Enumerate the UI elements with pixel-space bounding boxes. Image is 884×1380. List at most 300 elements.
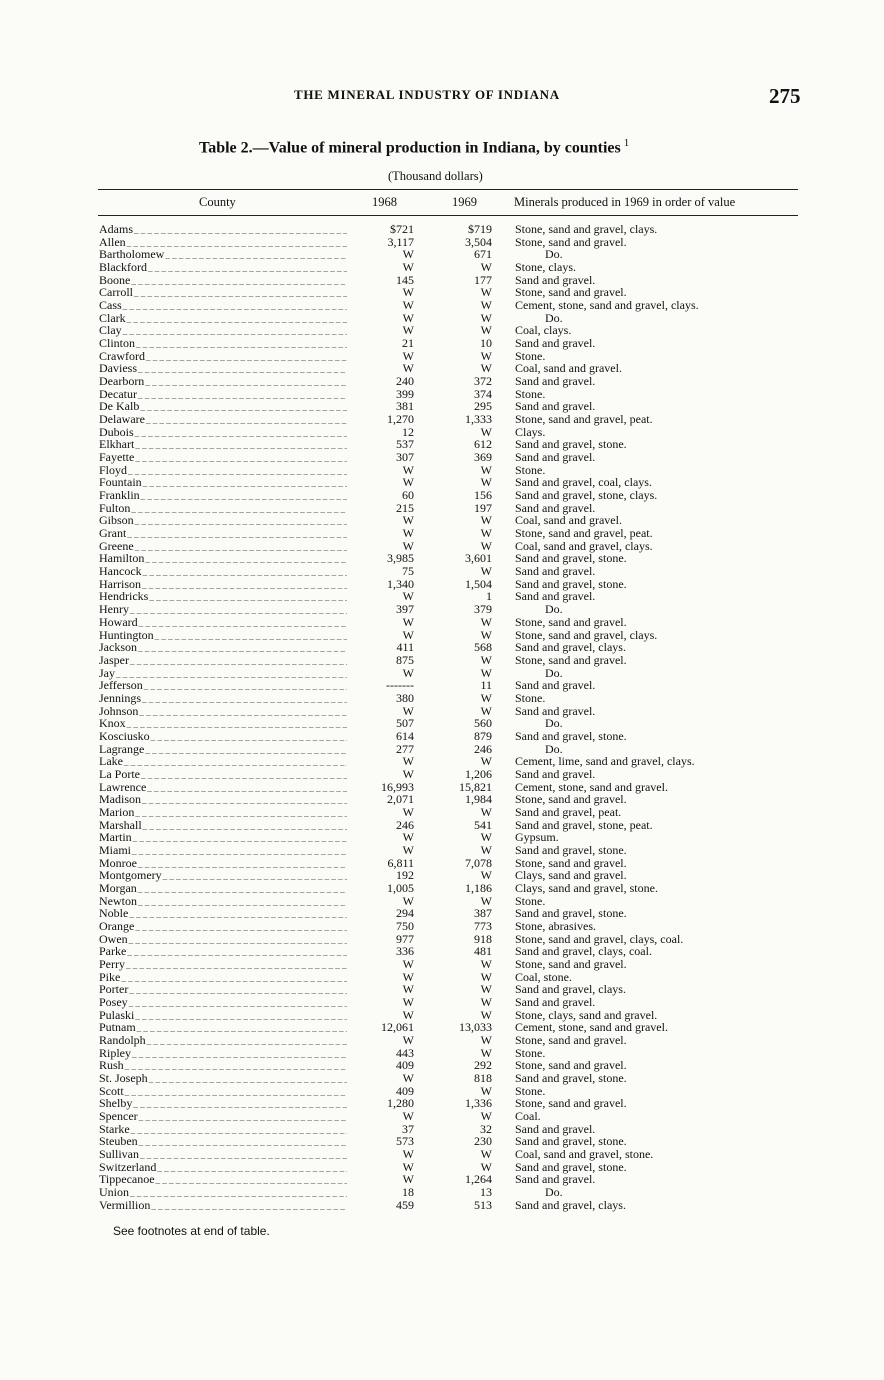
table-row (0, 895, 884, 908)
value-1969-cell: 3,601 (465, 551, 492, 566)
county-cell: Starke _ _ _ (99, 1123, 347, 1137)
county-cell: Newton _ _ _ (99, 895, 347, 909)
value-1968-cell: W (402, 361, 414, 376)
value-1968-cell: 277 (396, 741, 414, 756)
county-cell: La Porte _ _ _ (99, 768, 347, 782)
minerals-cell: Sand and gravel. (515, 450, 596, 465)
county-cell: Johnson _ _ _ (99, 705, 347, 719)
value-1968-cell: W (402, 969, 414, 984)
value-1969-cell: 15,821 (459, 779, 492, 794)
table-row (0, 1148, 884, 1161)
county-cell: Pulaski _ _ _ (99, 1009, 347, 1023)
minerals-cell: Coal. (515, 1109, 541, 1124)
minerals-cell: Sand and gravel. (515, 500, 596, 515)
county-cell: Cass _ _ _ (99, 299, 347, 313)
table-row (0, 1186, 884, 1199)
value-1969-cell: 541 (474, 817, 492, 832)
minerals-cell: Sand and gravel. (515, 374, 596, 389)
table-row (0, 464, 884, 477)
table-row (0, 920, 884, 933)
table-row (0, 400, 884, 413)
table-row (0, 375, 884, 388)
table-top-rule (98, 189, 798, 190)
table-row (0, 603, 884, 616)
county-cell: Hamilton _ _ _ (99, 552, 347, 566)
table-row (0, 1123, 884, 1136)
minerals-cell: Clays, sand and gravel, stone. (515, 880, 658, 895)
minerals-cell: Sand and gravel. (515, 678, 596, 693)
county-cell: Morgan _ _ _ (99, 882, 347, 896)
minerals-cell: Stone, sand and gravel. (515, 855, 627, 870)
minerals-cell: Sand and gravel, stone. (515, 842, 627, 857)
value-1968-cell: 380 (396, 690, 414, 705)
county-cell: Tippecanoe _ _ _ (99, 1173, 347, 1187)
value-1968-cell: 411 (396, 640, 414, 655)
value-1969-cell: W (480, 475, 492, 490)
value-1969-cell: 246 (474, 741, 492, 756)
table-row (0, 743, 884, 756)
county-cell: Henry _ _ _ (99, 603, 347, 617)
county-cell: Sullivan _ _ _ (99, 1148, 347, 1162)
county-cell: Jefferson _ _ _ (99, 679, 347, 693)
minerals-cell: Stone, abrasives. (515, 918, 596, 933)
county-cell: Floyd _ _ _ (99, 464, 347, 478)
county-cell: Kosciusko _ _ _ (99, 730, 347, 744)
minerals-cell: Cement, stone, sand and gravel. (515, 1020, 668, 1035)
column-header-minerals: Minerals produced in 1969 in order of value (514, 195, 736, 209)
value-1969-cell: 1,333 (465, 412, 492, 427)
minerals-cell: Sand and gravel, stone. (515, 437, 627, 452)
minerals-cell: Sand and gravel. (515, 703, 596, 718)
county-cell: Ripley _ _ _ (99, 1047, 347, 1061)
minerals-cell: Cement, lime, sand and gravel, clays. (515, 754, 695, 769)
table-row (0, 933, 884, 946)
value-1969-cell: 369 (474, 450, 492, 465)
county-cell: Fayette _ _ _ (99, 451, 347, 465)
minerals-cell: Sand and gravel, stone. (515, 1159, 627, 1174)
minerals-cell: Stone, sand and gravel. (515, 1058, 627, 1073)
column-header-1969: 1969 (452, 195, 477, 209)
value-1969-cell: W (480, 893, 492, 908)
table-row (0, 844, 884, 857)
table-row (0, 236, 884, 249)
value-1968-cell: W (402, 956, 414, 971)
table-row (0, 413, 884, 426)
value-1969-cell: 11 (480, 678, 492, 693)
value-1969-cell: W (480, 1147, 492, 1162)
value-1969-cell: W (480, 703, 492, 718)
value-1968-cell: 294 (396, 906, 414, 921)
county-cell: Hancock _ _ _ (99, 565, 347, 579)
table-row (0, 261, 884, 274)
value-1968-cell: 192 (396, 868, 414, 883)
value-1969-cell: 387 (474, 906, 492, 921)
value-1969-cell: 513 (474, 1197, 492, 1212)
value-1968-cell: 1,280 (387, 1096, 414, 1111)
value-1968-cell: W (402, 310, 414, 325)
value-1969-cell: 560 (474, 716, 492, 731)
county-cell: Miami _ _ _ (99, 844, 347, 858)
minerals-cell: Sand and gravel. (515, 399, 596, 414)
column-header-1968: 1968 (372, 195, 397, 209)
value-1968-cell: 443 (396, 1045, 414, 1060)
minerals-cell: Stone, sand and gravel, peat. (515, 526, 653, 541)
table-row (0, 248, 884, 261)
value-1968-cell: W (402, 994, 414, 1009)
table-row (0, 958, 884, 971)
county-cell: Madison _ _ _ (99, 793, 347, 807)
value-1969-cell: 568 (474, 640, 492, 655)
minerals-cell: Stone. (515, 348, 546, 363)
county-cell: Scott _ _ _ (99, 1085, 347, 1099)
value-1968-cell: W (402, 893, 414, 908)
county-cell: Crawford _ _ _ (99, 350, 347, 364)
value-1968-cell: 977 (396, 931, 414, 946)
table-row (0, 1161, 884, 1174)
minerals-cell: Stone, sand and gravel. (515, 956, 627, 971)
minerals-cell: Do. (545, 1185, 563, 1200)
county-cell: Union _ _ _ (99, 1186, 347, 1200)
minerals-cell: Stone. (515, 893, 546, 908)
table-row (0, 629, 884, 642)
table-row (0, 223, 884, 236)
table-row (0, 388, 884, 401)
minerals-cell: Coal, sand and gravel, stone. (515, 1147, 654, 1162)
minerals-cell: Coal, sand and gravel, clays. (515, 538, 653, 553)
table-row (0, 1085, 884, 1098)
table-row (0, 337, 884, 350)
table-row (0, 819, 884, 832)
table-row (0, 1135, 884, 1148)
table-row (0, 907, 884, 920)
value-1968-cell: 336 (396, 944, 414, 959)
county-cell: Posey _ _ _ (99, 996, 347, 1010)
table-row (0, 312, 884, 325)
county-cell: Howard _ _ _ (99, 616, 347, 630)
minerals-cell: Do. (545, 716, 563, 731)
minerals-cell: Stone, sand and gravel. (515, 1096, 627, 1111)
table-body (0, 223, 884, 1211)
minerals-cell: Sand and gravel. (515, 1121, 596, 1136)
table-row (0, 324, 884, 337)
county-cell: Jackson _ _ _ (99, 641, 347, 655)
table-title (199, 137, 629, 157)
table-row (0, 730, 884, 743)
value-1969-cell: W (480, 1033, 492, 1047)
table-row (0, 489, 884, 502)
value-1968-cell: W (402, 614, 414, 629)
value-1968-cell: 750 (396, 918, 414, 933)
table-row (0, 869, 884, 882)
value-1969-cell: 7,078 (465, 855, 492, 870)
value-1968-cell: W (402, 766, 414, 781)
table-row (0, 1009, 884, 1022)
value-1968-cell: 12,061 (381, 1020, 414, 1035)
minerals-cell: Stone. (515, 386, 546, 401)
table-row (0, 527, 884, 540)
value-1969-cell: 13 (480, 1185, 492, 1200)
table-row (0, 476, 884, 489)
county-cell: Boone _ _ _ (99, 274, 347, 288)
minerals-cell: Stone. (515, 1045, 546, 1060)
value-1969-cell: 773 (474, 918, 492, 933)
value-1968-cell: 2,071 (387, 792, 414, 807)
value-1968-cell: W (402, 665, 414, 680)
minerals-cell: Cement, stone, sand and gravel. (515, 779, 668, 794)
county-cell: Knox _ _ _ (99, 717, 347, 731)
value-1969-cell: W (480, 323, 492, 338)
county-cell: Dearborn _ _ _ (99, 375, 347, 389)
county-cell: Noble _ _ _ (99, 907, 347, 921)
minerals-cell: Stone, sand and gravel, clays, coal. (515, 931, 684, 946)
value-1969-cell: 481 (474, 944, 492, 959)
county-cell: Randolph _ _ _ (99, 1034, 347, 1048)
table-row (0, 996, 884, 1009)
county-cell: Shelby _ _ _ (99, 1097, 347, 1111)
value-1969-cell: 671 (474, 247, 492, 262)
value-1968-cell: W (402, 982, 414, 997)
county-cell: Decatur _ _ _ (99, 388, 347, 402)
value-1969-cell: W (480, 538, 492, 553)
minerals-cell: Sand and gravel, peat. (515, 804, 622, 819)
minerals-cell: Stone, sand and gravel, peat. (515, 412, 653, 427)
value-1968-cell: 1,005 (387, 880, 414, 895)
county-cell: Fulton _ _ _ (99, 502, 347, 516)
value-1969-cell: 374 (474, 386, 492, 401)
table-row (0, 1173, 884, 1186)
minerals-cell: Sand and gravel. (515, 564, 596, 579)
value-1969-cell: 1,264 (465, 1172, 492, 1187)
minerals-cell: Sand and gravel, clays, coal. (515, 944, 652, 959)
footnote: See footnotes at end of table. (113, 1224, 270, 1238)
county-cell: Huntington _ _ _ (99, 629, 347, 643)
table-row (0, 831, 884, 844)
value-1968-cell: W (402, 1147, 414, 1162)
value-1969-cell: W (480, 969, 492, 984)
minerals-cell: Sand and gravel, clays. (515, 1197, 626, 1212)
county-cell: Porter _ _ _ (99, 983, 347, 997)
table-row (0, 692, 884, 705)
value-1969-cell: W (480, 285, 492, 300)
value-1969-cell: 230 (474, 1134, 492, 1149)
table-row (0, 983, 884, 996)
minerals-cell: Stone. (515, 690, 546, 705)
table-row (0, 451, 884, 464)
value-1968-cell: 459 (396, 1197, 414, 1212)
table-row (0, 514, 884, 527)
table-row (0, 768, 884, 781)
table-row (0, 882, 884, 895)
minerals-cell: Stone. (515, 462, 546, 477)
county-cell: Allen _ _ _ (99, 236, 347, 250)
value-1969-cell: W (480, 665, 492, 680)
minerals-cell: Stone. (515, 1083, 546, 1098)
table-row (0, 426, 884, 439)
county-cell: Monroe _ _ _ (99, 857, 347, 871)
county-cell: De Kalb _ _ _ (99, 400, 347, 414)
minerals-cell: Do. (545, 741, 563, 756)
county-cell: Spencer _ _ _ (99, 1110, 347, 1124)
minerals-cell: Coal, stone. (515, 969, 572, 984)
value-1969-cell: W (480, 564, 492, 579)
county-cell: Switzerland _ _ _ (99, 1161, 347, 1175)
page-number: 275 (769, 84, 801, 108)
value-1968-cell: 12 (402, 424, 414, 439)
county-cell: Dubois _ _ _ (99, 426, 347, 440)
minerals-cell: Sand and gravel, stone, peat. (515, 817, 653, 832)
minerals-cell: Stone, sand and gravel. (515, 614, 627, 629)
value-1969-cell: W (480, 462, 492, 477)
county-cell: Steuben _ _ _ (99, 1135, 347, 1149)
value-1969-cell: 879 (474, 728, 492, 743)
table-row (0, 502, 884, 515)
value-1969-cell: 372 (474, 374, 492, 389)
minerals-cell: Stone, sand and gravel. (515, 285, 627, 300)
county-cell: Vermillion _ _ _ (99, 1199, 347, 1213)
table-row (0, 971, 884, 984)
table-row (0, 1047, 884, 1060)
county-cell: Pike _ _ _ (99, 971, 347, 985)
value-1969-cell: W (480, 348, 492, 363)
county-cell: Fountain _ _ _ (99, 476, 347, 490)
table-row (0, 793, 884, 806)
value-1969-cell: W (480, 260, 492, 275)
county-cell: Marion _ _ _ (99, 806, 347, 820)
minerals-cell: Do. (545, 310, 563, 325)
value-1968-cell: 409 (396, 1058, 414, 1073)
county-cell: Elkhart _ _ _ (99, 438, 347, 452)
value-1968-cell: 3,985 (387, 551, 414, 566)
minerals-cell: Sand and gravel, coal, clays. (515, 475, 652, 490)
value-1969-cell: W (480, 1083, 492, 1098)
value-1969-cell: W (480, 652, 492, 667)
value-1969-cell: 13,033 (459, 1020, 492, 1035)
minerals-cell: Stone, sand and gravel. (515, 792, 627, 807)
value-1968-cell: 37 (402, 1121, 414, 1136)
value-1969-cell: W (480, 868, 492, 883)
minerals-cell: Sand and gravel, stone. (515, 551, 627, 566)
minerals-cell: Sand and gravel, stone, clays. (515, 488, 658, 503)
value-1969-cell: W (480, 298, 492, 313)
value-1969-cell: W (480, 627, 492, 642)
value-1969-cell: W (480, 1007, 492, 1022)
value-1968-cell: W (402, 348, 414, 363)
table-row (0, 1059, 884, 1072)
county-cell: Owen _ _ _ (99, 933, 347, 947)
county-cell: Putnam _ _ _ (99, 1021, 347, 1035)
value-1969-cell: W (480, 424, 492, 439)
minerals-cell: Sand and gravel. (515, 336, 596, 351)
county-cell: Marshall _ _ _ (99, 819, 347, 833)
value-1969-cell: 818 (474, 1071, 492, 1086)
minerals-cell: Sand and gravel. (515, 272, 596, 287)
value-1968-cell: W (402, 703, 414, 718)
value-1969-cell: W (480, 1045, 492, 1060)
table-row (0, 641, 884, 654)
county-cell: Jennings _ _ _ (99, 692, 347, 706)
minerals-cell: Do. (545, 602, 563, 617)
value-1968-cell: W (402, 475, 414, 490)
county-cell: Franklin _ _ _ (99, 489, 347, 503)
value-1968-cell: 240 (396, 374, 414, 389)
minerals-cell: Coal, clays. (515, 323, 572, 338)
minerals-cell: Sand and gravel, stone. (515, 906, 627, 921)
value-1969-cell: W (480, 842, 492, 857)
value-1969-cell: 1,206 (465, 766, 492, 781)
county-cell: Bartholomew _ _ _ (99, 248, 347, 262)
value-1969-cell: W (480, 754, 492, 769)
table-row (0, 362, 884, 375)
title-footnote-marker: 1 (623, 137, 630, 149)
column-header-county: County (199, 195, 236, 209)
county-cell: Jay _ _ _ (99, 667, 347, 681)
value-1969-cell: W (480, 361, 492, 376)
minerals-cell: Sand and gravel, clays. (515, 982, 626, 997)
minerals-cell: Sand and gravel. (515, 1172, 596, 1187)
county-cell: Clay _ _ _ (99, 324, 347, 338)
minerals-cell: Sand and gravel, clays. (515, 640, 626, 655)
value-1968-cell: W (402, 513, 414, 528)
value-1969-cell: 1,504 (465, 576, 492, 591)
value-1969-cell: $719 (468, 222, 492, 236)
minerals-cell: Coal, sand and gravel. (515, 513, 622, 528)
county-cell: Carroll _ _ _ (99, 286, 347, 300)
value-1969-cell: W (480, 526, 492, 541)
table-row (0, 540, 884, 553)
value-1969-cell: 1 (486, 589, 492, 604)
value-1968-cell: 1,340 (387, 576, 414, 591)
table-row (0, 590, 884, 603)
value-1968-cell: 573 (396, 1134, 414, 1149)
minerals-cell: Sand and gravel. (515, 766, 596, 781)
value-1969-cell: 1,186 (465, 880, 492, 895)
value-1968-cell: 21 (402, 336, 414, 351)
table-row (0, 755, 884, 768)
table-row (0, 286, 884, 299)
value-1969-cell: W (480, 310, 492, 325)
value-1968-cell: W (402, 804, 414, 819)
table-row (0, 552, 884, 565)
table-row (0, 654, 884, 667)
value-1968-cell: 409 (396, 1083, 414, 1098)
table-row (0, 1072, 884, 1085)
value-1969-cell: W (480, 982, 492, 997)
table-row (0, 565, 884, 578)
county-cell: Harrison _ _ _ (99, 578, 347, 592)
table-row (0, 350, 884, 363)
table-row (0, 578, 884, 591)
table-row (0, 274, 884, 287)
minerals-cell: Sand and gravel, stone. (515, 728, 627, 743)
table-row (0, 616, 884, 629)
county-cell: Adams _ _ _ (99, 223, 347, 237)
table-title-text: Table 2.—Value of mineral production in Indiana, by counties (199, 139, 621, 157)
value-1968-cell: 507 (396, 716, 414, 731)
county-cell: Martin _ _ _ (99, 831, 347, 845)
value-1968-cell: 307 (396, 450, 414, 465)
minerals-cell: Do. (545, 665, 563, 680)
value-1968-cell: W (402, 538, 414, 553)
minerals-cell: Do. (545, 247, 563, 262)
county-cell: Gibson _ _ _ (99, 514, 347, 528)
value-1968-cell: 614 (396, 728, 414, 743)
table-row (0, 299, 884, 312)
value-1969-cell: 1,336 (465, 1096, 492, 1111)
value-1969-cell: W (480, 614, 492, 629)
county-cell: Grant _ _ _ (99, 527, 347, 541)
minerals-cell: Clays, sand and gravel. (515, 868, 627, 883)
value-1968-cell: ------- (386, 678, 414, 693)
